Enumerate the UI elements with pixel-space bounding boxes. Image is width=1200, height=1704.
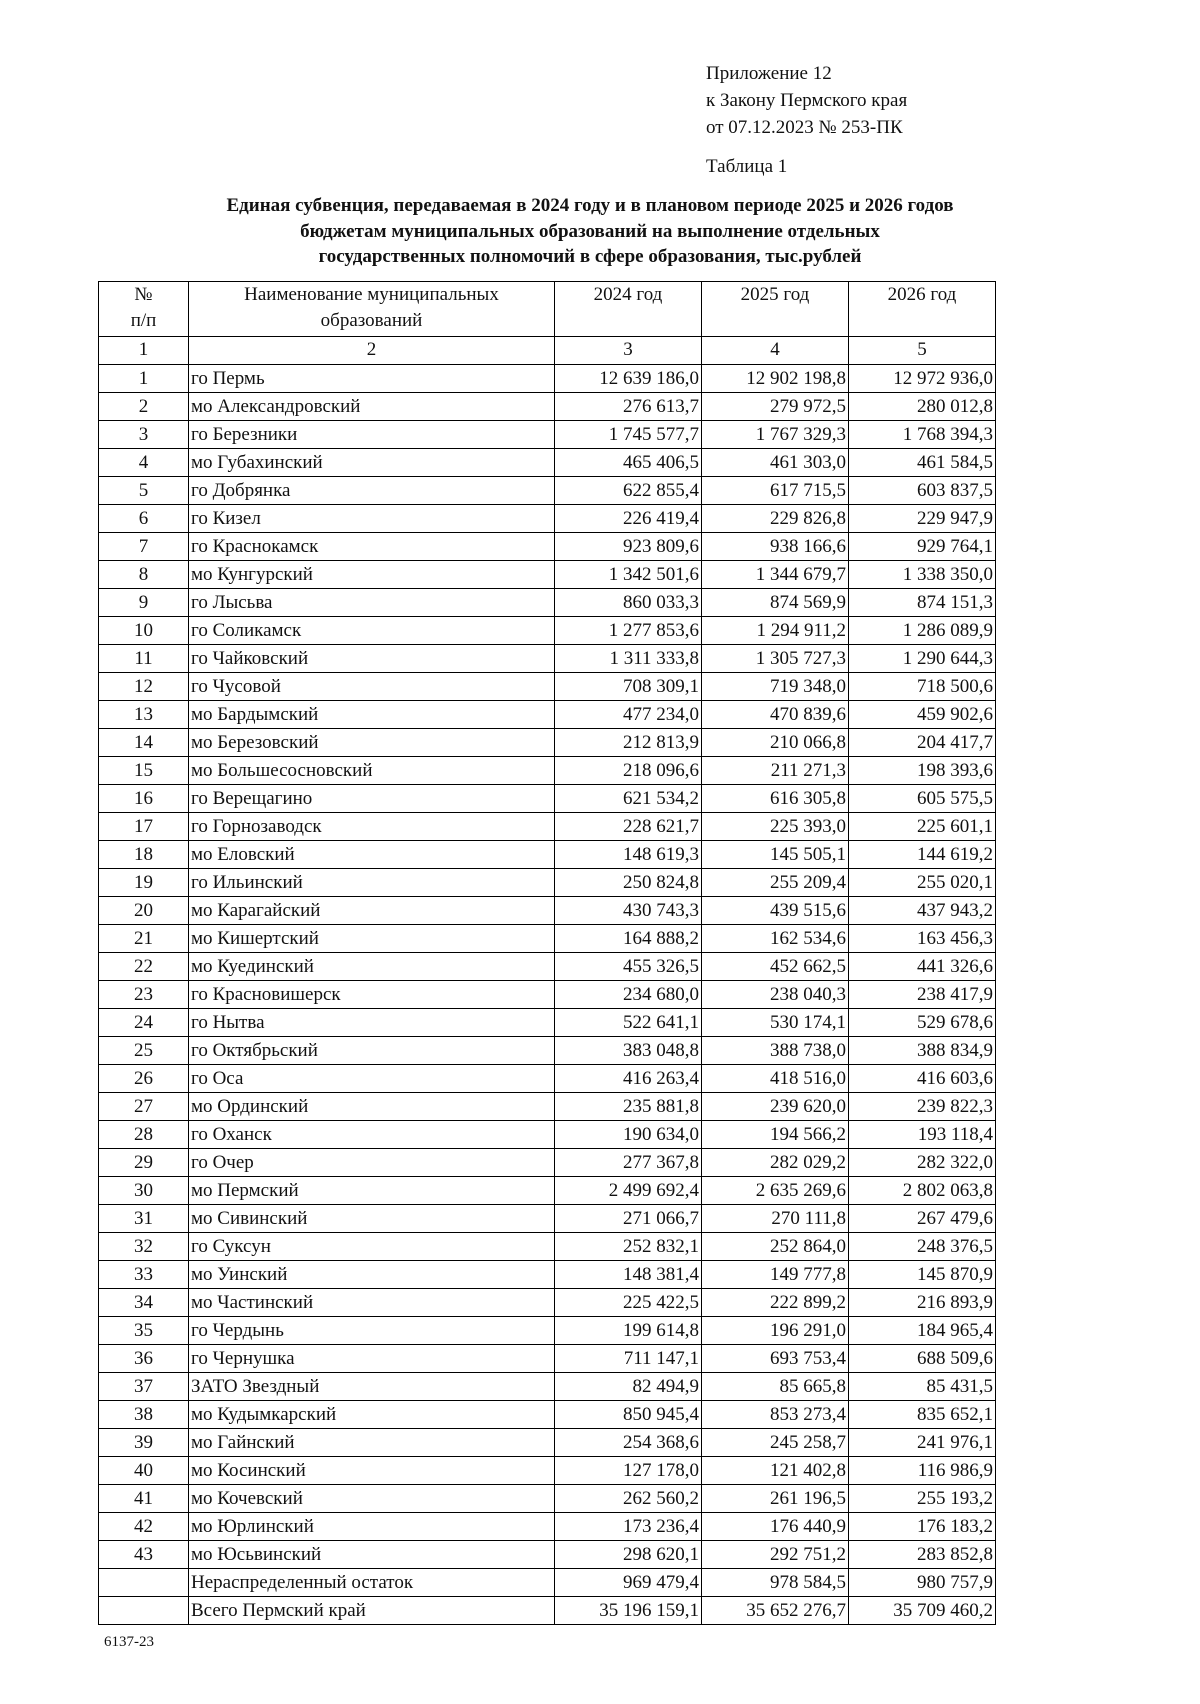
municipality-name: мо Пермский [189,1177,555,1205]
table-row [99,421,996,449]
municipality-name: го Кизел [189,505,555,533]
value-2026: 2 802 063,8 [849,1177,996,1205]
table-row [99,701,996,729]
row-number: 10 [99,617,189,645]
table-row [99,1541,996,1569]
value-2026: 874 151,3 [849,589,996,617]
value-2025: 978 584,5 [702,1569,849,1597]
value-2024: 164 888,2 [555,925,702,953]
row-number: 5 [99,477,189,505]
value-2025: 196 291,0 [702,1317,849,1345]
row-number: 38 [99,1401,189,1429]
table-row [99,1177,996,1205]
value-2024: 225 422,5 [555,1289,702,1317]
value-2025: 470 839,6 [702,701,849,729]
value-2024: 1 277 853,6 [555,617,702,645]
value-2024: 1 311 333,8 [555,645,702,673]
value-2025: 2 635 269,6 [702,1177,849,1205]
municipality-name: ЗАТО Звездный [189,1373,555,1401]
row-number: 12 [99,673,189,701]
value-2024: 252 832,1 [555,1233,702,1261]
municipality-name: мо Александровский [189,393,555,421]
title-line-3: государственных полномочий в сфере образования, тыс.рублей [318,246,862,267]
value-2025: 719 348,0 [702,673,849,701]
document-code: 6137-23 [104,1634,154,1650]
value-2024: 1 745 577,7 [555,421,702,449]
value-2026: 980 757,9 [849,1569,996,1597]
value-2024: 455 326,5 [555,953,702,981]
municipality-name: го Оханск [189,1121,555,1149]
value-2026: 459 902,6 [849,701,996,729]
value-2024: 12 639 186,0 [555,365,702,393]
value-2026: 229 947,9 [849,505,996,533]
value-2024: 235 881,8 [555,1093,702,1121]
row-number: 7 [99,533,189,561]
value-2024: 148 381,4 [555,1261,702,1289]
value-2025: 292 751,2 [702,1541,849,1569]
value-2026: 282 322,0 [849,1149,996,1177]
table-row [99,561,996,589]
row-number: 24 [99,1009,189,1037]
table-row [99,449,996,477]
table-row [99,1429,996,1457]
value-2024: 621 534,2 [555,785,702,813]
table-row [99,1205,996,1233]
value-2026: 238 417,9 [849,981,996,1009]
municipality-name: го Краснокамск [189,533,555,561]
value-2025: 1 294 911,2 [702,617,849,645]
table-row [99,673,996,701]
value-2025: 279 972,5 [702,393,849,421]
row-number: 16 [99,785,189,813]
value-2026: 255 020,1 [849,869,996,897]
municipality-name: мо Ординский [189,1093,555,1121]
value-2025: 439 515,6 [702,897,849,925]
municipality-name: мо Губахинский [189,449,555,477]
row-number: 35 [99,1317,189,1345]
row-number: 13 [99,701,189,729]
table-row [99,1485,996,1513]
value-2026: 416 603,6 [849,1065,996,1093]
header-2024: 2024 год [555,282,702,337]
row-number: 3 [99,421,189,449]
value-2024: 465 406,5 [555,449,702,477]
table-row [99,645,996,673]
value-2025: 211 271,3 [702,757,849,785]
header-num-line2: п/п [130,310,157,331]
value-2025: 853 273,4 [702,1401,849,1429]
value-2026: 85 431,5 [849,1373,996,1401]
value-2025: 35 652 276,7 [702,1597,849,1625]
value-2026: 929 764,1 [849,533,996,561]
row-number: 22 [99,953,189,981]
value-2026: 193 118,4 [849,1121,996,1149]
municipality-name: мо Большесосновский [189,757,555,785]
municipality-name: го Верещагино [189,785,555,813]
column-number: 1 [99,337,189,365]
value-2026: 176 183,2 [849,1513,996,1541]
value-2025: 194 566,2 [702,1121,849,1149]
row-number: 28 [99,1121,189,1149]
table-row [99,1373,996,1401]
table-row [99,757,996,785]
municipality-name: го Чусовой [189,673,555,701]
row-number: 30 [99,1177,189,1205]
value-2026: 144 619,2 [849,841,996,869]
municipality-name: мо Куединский [189,953,555,981]
row-number: 21 [99,925,189,953]
value-2025: 225 393,0 [702,813,849,841]
row-number: 41 [99,1485,189,1513]
row-number: 36 [99,1345,189,1373]
table-row [99,617,996,645]
municipality-name: го Чайковский [189,645,555,673]
value-2024: 298 620,1 [555,1541,702,1569]
table-row [99,1037,996,1065]
column-number: 5 [849,337,996,365]
row-number: 31 [99,1205,189,1233]
value-2025: 388 738,0 [702,1037,849,1065]
value-2024: 173 236,4 [555,1513,702,1541]
row-number: 43 [99,1541,189,1569]
municipality-name: го Лысьва [189,589,555,617]
value-2026: 267 479,6 [849,1205,996,1233]
value-2025: 1 767 329,3 [702,421,849,449]
value-2024: 127 178,0 [555,1457,702,1485]
row-number: 17 [99,813,189,841]
municipality-name: мо Юсьвинский [189,1541,555,1569]
row-number: 40 [99,1457,189,1485]
value-2026: 12 972 936,0 [849,365,996,393]
row-number: 2 [99,393,189,421]
municipality-name: мо Березовский [189,729,555,757]
table-row [99,953,996,981]
value-2026: 461 584,5 [849,449,996,477]
row-number: 4 [99,449,189,477]
municipality-name: мо Бардымский [189,701,555,729]
table-row [99,589,996,617]
value-2026: 529 678,6 [849,1009,996,1037]
subvention-table [98,281,996,1625]
value-2024: 199 614,8 [555,1317,702,1345]
value-2026: 718 500,6 [849,673,996,701]
municipality-name: мо Сивинский [189,1205,555,1233]
table-row [99,1233,996,1261]
value-2026: 145 870,9 [849,1261,996,1289]
row-number: 11 [99,645,189,673]
value-2025: 1 344 679,7 [702,561,849,589]
value-2024: 430 743,3 [555,897,702,925]
column-number-row [99,337,996,365]
header-num-line1: № [134,284,153,305]
value-2024: 711 147,1 [555,1345,702,1373]
value-2026: 603 837,5 [849,477,996,505]
municipality-name: го Суксун [189,1233,555,1261]
value-2025: 229 826,8 [702,505,849,533]
value-2025: 162 534,6 [702,925,849,953]
value-2024: 250 824,8 [555,869,702,897]
table-row [99,785,996,813]
value-2026: 437 943,2 [849,897,996,925]
row-number: 6 [99,505,189,533]
municipality-name: мо Кудымкарский [189,1401,555,1429]
value-2025: 121 402,8 [702,1457,849,1485]
column-number: 4 [702,337,849,365]
value-2024: 1 342 501,6 [555,561,702,589]
municipality-name: мо Еловский [189,841,555,869]
value-2026: 441 326,6 [849,953,996,981]
municipality-name: мо Кунгурский [189,561,555,589]
municipality-name: го Октябрьский [189,1037,555,1065]
row-number: 15 [99,757,189,785]
value-2024: 276 613,7 [555,393,702,421]
row-number: 37 [99,1373,189,1401]
value-2025: 452 662,5 [702,953,849,981]
value-2025: 85 665,8 [702,1373,849,1401]
header-name-line2: образований [320,310,423,331]
value-2025: 270 111,8 [702,1205,849,1233]
row-number: 26 [99,1065,189,1093]
value-2026: 216 893,9 [849,1289,996,1317]
municipality-name: Нераспределенный остаток [189,1569,555,1597]
value-2026: 248 376,5 [849,1233,996,1261]
table-row [99,1149,996,1177]
municipality-name: го Соликамск [189,617,555,645]
municipality-name: мо Карагайский [189,897,555,925]
value-2024: 923 809,6 [555,533,702,561]
row-number [99,1597,189,1625]
value-2026: 204 417,7 [849,729,996,757]
row-number: 14 [99,729,189,757]
value-2026: 255 193,2 [849,1485,996,1513]
value-2025: 693 753,4 [702,1345,849,1373]
header-name-line1: Наименование муниципальных [244,284,499,305]
municipality-name: го Пермь [189,365,555,393]
header-2025: 2025 год [702,282,849,337]
value-2026: 225 601,1 [849,813,996,841]
value-2025: 1 305 727,3 [702,645,849,673]
value-2026: 1 286 089,9 [849,617,996,645]
table-row [99,1597,996,1625]
table-row [99,869,996,897]
value-2024: 850 945,4 [555,1401,702,1429]
row-number: 1 [99,365,189,393]
value-2026: 163 456,3 [849,925,996,953]
table-row [99,1121,996,1149]
value-2024: 277 367,8 [555,1149,702,1177]
municipality-name: мо Гайнский [189,1429,555,1457]
title-line-2: бюджетам муниципальных образований на выполнение отдельных [300,220,880,242]
table-row [99,729,996,757]
municipality-name: го Очер [189,1149,555,1177]
value-2024: 522 641,1 [555,1009,702,1037]
value-2026: 184 965,4 [849,1317,996,1345]
document-title [120,193,1060,270]
table-body [99,365,996,1625]
municipality-name: мо Кишертский [189,925,555,953]
value-2026: 239 822,3 [849,1093,996,1121]
row-number: 34 [99,1289,189,1317]
value-2024: 228 621,7 [555,813,702,841]
value-2025: 418 516,0 [702,1065,849,1093]
value-2025: 210 066,8 [702,729,849,757]
value-2025: 12 902 198,8 [702,365,849,393]
value-2026: 280 012,8 [849,393,996,421]
value-2025: 874 569,9 [702,589,849,617]
value-2025: 461 303,0 [702,449,849,477]
value-2024: 969 479,4 [555,1569,702,1597]
table-row [99,1513,996,1541]
table-row [99,1009,996,1037]
value-2025: 222 899,2 [702,1289,849,1317]
value-2026: 605 575,5 [849,785,996,813]
value-2025: 938 166,6 [702,533,849,561]
table-row [99,505,996,533]
table-row [99,365,996,393]
appendix-header [706,60,907,141]
value-2024: 190 634,0 [555,1121,702,1149]
value-2024: 218 096,6 [555,757,702,785]
table-row [99,981,996,1009]
value-2025: 261 196,5 [702,1485,849,1513]
table-row [99,813,996,841]
row-number: 19 [99,869,189,897]
row-number: 32 [99,1233,189,1261]
value-2026: 1 290 644,3 [849,645,996,673]
value-2026: 1 338 350,0 [849,561,996,589]
municipality-name: го Горнозаводск [189,813,555,841]
value-2026: 35 709 460,2 [849,1597,996,1625]
municipality-name: го Ильинский [189,869,555,897]
row-number: 23 [99,981,189,1009]
value-2024: 262 560,2 [555,1485,702,1513]
municipality-name: Всего Пермский край [189,1597,555,1625]
value-2025: 616 305,8 [702,785,849,813]
appendix-law-ref: к Закону Пермского края [706,90,908,111]
municipality-name: го Чернушка [189,1345,555,1373]
municipality-name: го Красновишерск [189,981,555,1009]
column-number: 3 [555,337,702,365]
row-number: 18 [99,841,189,869]
value-2024: 2 499 692,4 [555,1177,702,1205]
municipality-name: го Чердынь [189,1317,555,1345]
municipality-name: мо Кочевский [189,1485,555,1513]
table-row [99,1317,996,1345]
value-2025: 617 715,5 [702,477,849,505]
value-2024: 416 263,4 [555,1065,702,1093]
municipality-name: го Березники [189,421,555,449]
row-number: 27 [99,1093,189,1121]
value-2025: 530 174,1 [702,1009,849,1037]
value-2025: 149 777,8 [702,1261,849,1289]
row-number: 29 [99,1149,189,1177]
table-row [99,841,996,869]
municipality-name: мо Юрлинский [189,1513,555,1541]
value-2026: 241 976,1 [849,1429,996,1457]
value-2025: 145 505,1 [702,841,849,869]
table-header-row [99,282,996,337]
value-2026: 835 652,1 [849,1401,996,1429]
value-2025: 176 440,9 [702,1513,849,1541]
value-2025: 238 040,3 [702,981,849,1009]
row-number: 20 [99,897,189,925]
table-row [99,477,996,505]
header-num [99,282,189,337]
column-number: 2 [189,337,555,365]
value-2024: 254 368,6 [555,1429,702,1457]
value-2024: 708 309,1 [555,673,702,701]
table-label: Таблица 1 [706,156,788,177]
value-2024: 35 196 159,1 [555,1597,702,1625]
value-2026: 198 393,6 [849,757,996,785]
value-2025: 282 029,2 [702,1149,849,1177]
table-row [99,1289,996,1317]
table-row [99,1065,996,1093]
table-row [99,1093,996,1121]
appendix-number: Приложение 12 [706,63,832,84]
value-2026: 116 986,9 [849,1457,996,1485]
header-name [189,282,555,337]
title-line-1: Единая субвенция, передаваемая в 2024 году и в плановом периоде 2025 и 2026 годов [226,195,954,216]
value-2024: 860 033,3 [555,589,702,617]
appendix-law-date: от 07.12.2023 № 253-ПК [706,117,903,138]
table-row [99,925,996,953]
row-number [99,1569,189,1597]
table-row [99,393,996,421]
row-number: 33 [99,1261,189,1289]
municipality-name: мо Частинский [189,1289,555,1317]
municipality-name: мо Уинский [189,1261,555,1289]
table-row [99,1261,996,1289]
value-2024: 383 048,8 [555,1037,702,1065]
value-2026: 1 768 394,3 [849,421,996,449]
municipality-name: го Оса [189,1065,555,1093]
table-row [99,897,996,925]
value-2025: 255 209,4 [702,869,849,897]
header-2026: 2026 год [849,282,996,337]
row-number: 39 [99,1429,189,1457]
value-2024: 622 855,4 [555,477,702,505]
value-2024: 477 234,0 [555,701,702,729]
row-number: 8 [99,561,189,589]
value-2026: 283 852,8 [849,1541,996,1569]
row-number: 42 [99,1513,189,1541]
municipality-name: го Нытва [189,1009,555,1037]
value-2024: 82 494,9 [555,1373,702,1401]
row-number: 25 [99,1037,189,1065]
value-2024: 271 066,7 [555,1205,702,1233]
value-2025: 245 258,7 [702,1429,849,1457]
value-2025: 252 864,0 [702,1233,849,1261]
table-row [99,1457,996,1485]
row-number: 9 [99,589,189,617]
value-2026: 688 509,6 [849,1345,996,1373]
table-row [99,1401,996,1429]
value-2025: 239 620,0 [702,1093,849,1121]
value-2024: 226 419,4 [555,505,702,533]
municipality-name: го Добрянка [189,477,555,505]
table-row [99,1569,996,1597]
value-2026: 388 834,9 [849,1037,996,1065]
value-2024: 212 813,9 [555,729,702,757]
table-row [99,533,996,561]
table-row [99,1345,996,1373]
value-2024: 148 619,3 [555,841,702,869]
municipality-name: мо Косинский [189,1457,555,1485]
value-2024: 234 680,0 [555,981,702,1009]
